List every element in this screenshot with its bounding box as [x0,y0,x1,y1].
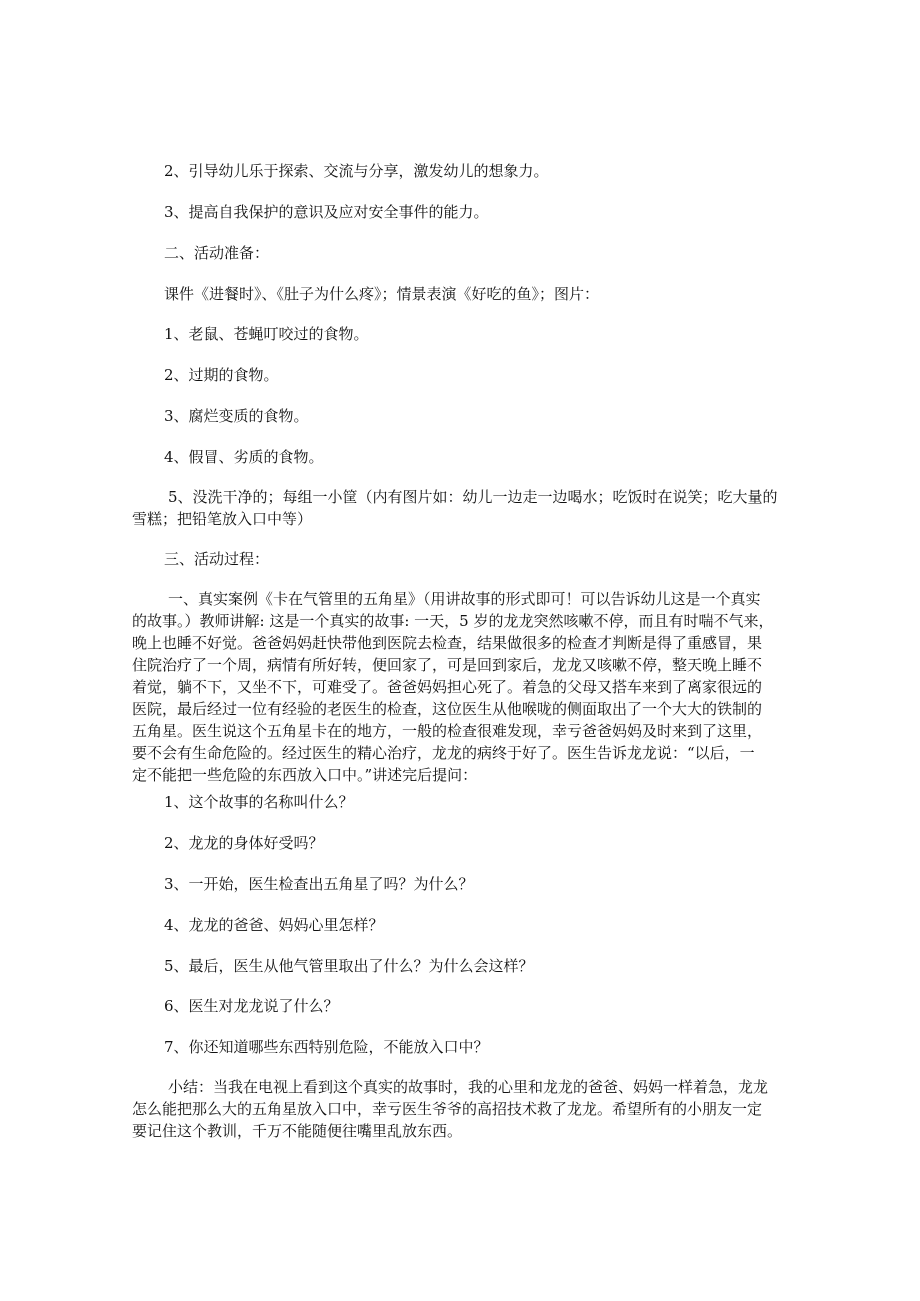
prep-item-2: 2、过期的食物。 [164,366,279,384]
story-line: 的故事。）教师讲解: 这是一个真实的故事: 一天，5 岁的龙龙突然咳嗽不停，而且有时喘不气来， [132,612,774,630]
story-line: 五角星。医生说这个五角星卡在的地方，一般的检查很难发现，幸亏爸爸妈妈及时来到了这里， [132,722,763,740]
goal-item-2: 2、引导幼儿乐于探索、交流与分享，激发幼儿的想象力。 [164,162,549,180]
prep-item-5-line: 5、没洗干净的；每组一小筐（内有图片如：幼儿一边走一边喝水；吃饭时在说笑；吃大量的 [168,488,778,506]
story-line: 住院治疗了一个周，病情有所好转，便回家了，可是回到家后，龙龙又咳嗽不停，整天晚上睡不 [132,656,763,674]
story-line: 定不能把一些危险的东西放入口中。”讲述完后提问： [132,766,478,784]
question-3: 3、一开始，医生检查出五角星了吗？为什么？ [164,875,474,893]
story-paragraph [132,588,787,786]
summary-line: 怎么能把那么大的五角星放入口中，幸亏医生爷爷的高招技术救了龙龙。希望所有的小朋友一定 [132,1100,763,1118]
question-1: 1、这个故事的名称叫什么？ [164,793,354,811]
goal-item-3: 3、提高自我保护的意识及应对安全事件的能力。 [164,203,489,221]
question-2: 2、龙龙的身体好受吗？ [164,834,324,852]
story-line: 着觉，躺不下，又坐不下，可难受了。爸爸妈妈担心死了。着急的父母又搭车来到了离家很远的 [132,678,763,696]
summary-line: 要记住这个教训，千万不能随便往嘴里乱放东西。 [132,1122,463,1140]
prep-item-3: 3、腐烂变质的食物。 [164,407,309,425]
prep-materials: 课件《进餐时》、《肚子为什么疼》；情景表演《好吃的鱼》；图片： [164,285,600,303]
story-line: 一、真实案例《卡在气管里的五角星》（用讲故事的形式即可！可以告诉幼儿这是一个真实 [168,590,761,608]
question-7: 7、你还知道哪些东西特别危险，不能放入口中？ [164,1038,489,1056]
story-line: 要不会有生命危险的。经过医生的精心治疗，龙龙的病终于好了。医生告诉龙龙说：“以后，一 [132,744,755,762]
prep-item-5 [132,486,787,530]
prep-item-4: 4、假冒、劣质的食物。 [164,448,324,466]
story-line: 医院，最后经过一位有经验的老医生的检查，这位医生从他喉咙的侧面取出了一个大大的铁制的 [132,700,763,718]
section-heading-preparation: 二、活动准备： [164,244,270,262]
summary-line: 小结：当我在电视上看到这个真实的故事时，我的心里和龙龙的爸爸、妈妈一样着急，龙龙 [168,1078,769,1096]
story-line: 晚上也睡不好觉。爸爸妈妈赶快带他到医院去检查，结果做很多的检查才判断是得了重感冒，果 [132,634,763,652]
question-6: 6、医生对龙龙说了什么？ [164,997,339,1015]
summary-paragraph [132,1076,787,1142]
question-5: 5、最后，医生从他气管里取出了什么？为什么会这样？ [164,957,534,975]
prep-item-1: 1、老鼠、苍蝇叮咬过的食物。 [164,325,369,343]
section-heading-process: 三、活动过程： [164,550,270,568]
prep-item-5-line: 雪糕；把铅笔放入口中等） [132,510,313,528]
question-4: 4、龙龙的爸爸、妈妈心里怎样？ [164,916,384,934]
